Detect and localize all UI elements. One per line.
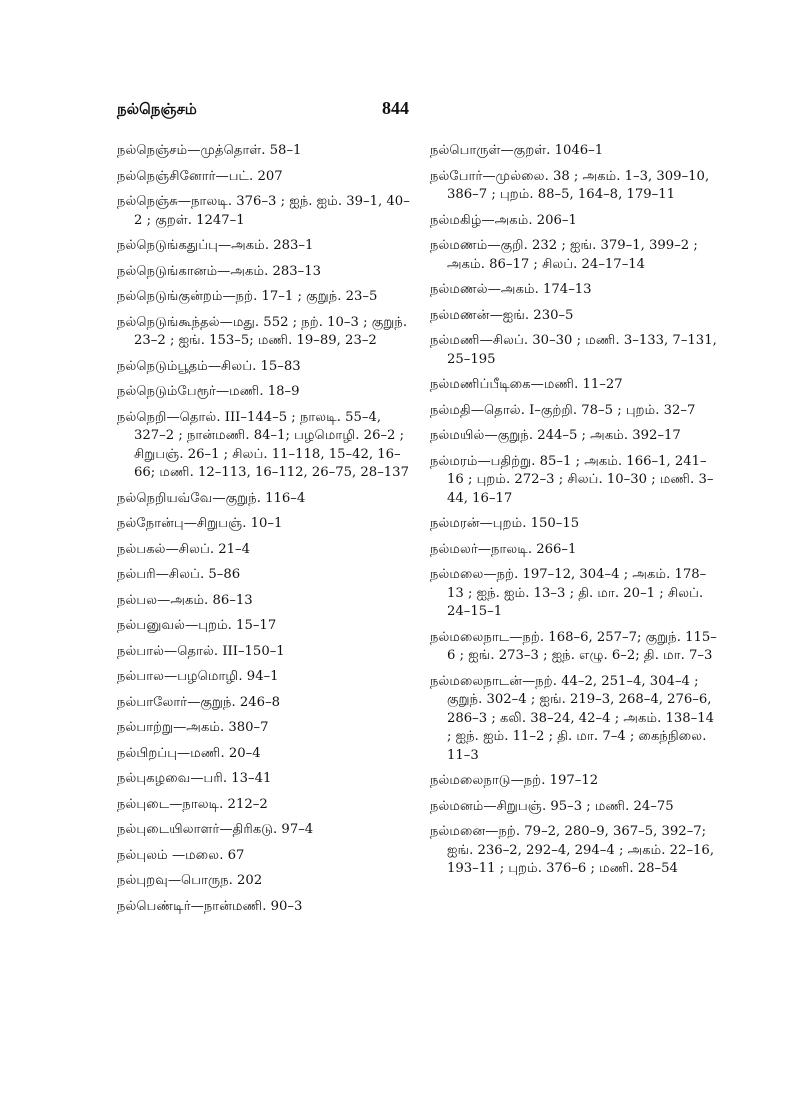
index-entry: நல்மயில்—குறுந். 244–5 ; அகம். 392–17 (430, 428, 681, 443)
running-title: நல்நெஞ்சம் (117, 100, 197, 118)
index-entry: நல்நெஞ்சம்—முத்தொள். 58–1 (117, 143, 302, 158)
index-entry: நல்போர்—முல்லை. 38 ; அகம். 1–3, 309–10, 386–7 ; புறம். 88–5, 164–8, 179–11 (430, 168, 710, 202)
index-entry: நல்புடை—நாலடி. 212–2 (117, 796, 268, 812)
index-entry: நல்மனை—நற். 79–2, 280–9, 367–5, 392–7; ஐங். 236–2, 292–4, 294–4 ; அகம். 22–16, 193–11 ; புறம். 376–6 ; மணி. 28–54 (430, 824, 715, 876)
index-entry: நல்நெடும்பேரூர்—மணி. 18–9 (117, 384, 300, 399)
index-entry: நல்நெடுங்கதுப்பு—அகம். 283–1 (117, 238, 314, 253)
index-entry: நல்புடையிலாளர்—திரிகடு. 97–4 (117, 822, 314, 837)
index-entry: நல்மகிழ்—அகம். 206–1 (430, 212, 577, 228)
index-entry: நல்மரன்—புறம். 150–15 (430, 516, 580, 531)
index-entry: நல்நெடும்பூதம்—சிலப். 15–83 (117, 358, 301, 374)
index-entry: நல்பனுவல்—புறம். 15–17 (117, 618, 277, 633)
left-column (117, 142, 412, 923)
index-entry: நல்பாலோர்—குறுந். 246–8 (117, 694, 281, 710)
index-entry: நல்மனம்—சிறுபஞ். 95–3 ; மணி. 24–75 (430, 798, 674, 814)
index-entry: நல்புகழவை—பரி. 13–41 (117, 771, 272, 786)
index-entry: நல்நெறி—தொல். III–144–5 ; நாலடி. 55–4, 327–2 ; நான்மணி. 84–1; பழமொழி. 26–2 ; சிறுபஞ். 26–1 ; சிலப். 11–118, 15–42, 16–66; மணி. 12–113, 16–112, 26–75, 28–137 (117, 409, 409, 480)
index-entry: நல்மலை—நற். 197–12, 304–4 ; அகம். 178–13 ; ஐந். ஐம். 13–3 ; தி. மா. 20–1 ; சிலப். 24–15–1 (430, 567, 707, 619)
index-entry: நல்பெண்டிர்—நான்மணி. 90–3 (117, 898, 303, 914)
index-entry: நல்புறவு—பொருந. 202 (117, 873, 263, 888)
index-entry: நல்பல—அகம். 86–13 (117, 592, 253, 608)
right-column (430, 142, 720, 886)
index-entry: நல்மணல்—அகம். 174–13 (430, 282, 592, 297)
index-entry: நல்மலைநாடன்—நற். 44–2, 251–4, 304–4 ; குறுந். 302–4 ; ஐங். 219–3, 268–4, 276–6, 286–3 ; கலி. 38–24, 42–4 ; அகம். 138–14 ; ஐந். ஐம். 11–2 ; தி. மா. 7–4 ; கைந்நிலை. 11–3 (430, 673, 714, 763)
page-number: 844 (382, 98, 409, 118)
index-entry: நல்புலம் —மலை. 67 (117, 847, 245, 863)
index-entry: நல்பரி—சிலப். 5–86 (117, 567, 241, 582)
index-entry: நல்மணன்—ஐங். 230–5 (430, 307, 574, 323)
index-entry: நல்மணிப்பீடிகை—மணி. 11–27 (430, 377, 623, 392)
index-entry: நல்பகல்—சிலப். 21–4 (117, 541, 251, 557)
index-entry: நல்நெடுங்கானம்—அகம். 283–13 (117, 263, 322, 279)
index-entry: நல்நோன்பு—சிறுபஞ். 10–1 (117, 516, 283, 531)
index-entry: நல்நெஞ்சு—நாலடி. 376–3 ; ஐந். ஐம். 39–1, 40–2 ; குறள். 1247–1 (117, 194, 410, 228)
index-entry: நல்மணி—சிலப். 30–30 ; மணி. 3–133, 7–131, 25–195 (430, 333, 717, 367)
index-entry: நல்மணம்—குறி. 232 ; ஐங். 379–1, 399–2 ; அகம். 86–17 ; சிலப். 24–17–14 (430, 238, 698, 272)
index-entry: நல்பொருள்—குறள். 1046–1 (430, 143, 604, 158)
index-entry: நல்பாற்று—அகம். 380–7 (117, 720, 269, 735)
index-entry: நல்மலர்—நாலடி. 266–1 (430, 541, 577, 557)
index-entry: நல்மதி—தொல். I–குற்றி. 78–5 ; புறம். 32–7 (430, 402, 696, 418)
index-entry: நல்நெடுங்குன்றம்—நற். 17–1 ; குறுந். 23–5 (117, 289, 378, 304)
index-entry: நல்பிறப்பு—மணி. 20–4 (117, 745, 261, 761)
index-entry: நல்மலைநாட—நற். 168–6, 257–7; குறுந். 115–6 ; ஐங். 273–3 ; ஐந். எழு. 6–2; தி. மா. 7–3 (430, 629, 717, 663)
index-entry: நல்பால—பழமொழி. 94–1 (117, 669, 279, 684)
index-entry: நல்பால்—தொல். III–150–1 (117, 643, 285, 659)
index-entry: நல்நெஞ்சினோர்—பட். 207 (117, 168, 283, 184)
index-entry: நல்நெடுங்கூந்தல்—மது. 552 ; நற். 10–3 ; குறுந். 23–2 ; ஐங். 153–5; மணி. 19–89, 23–2 (117, 314, 408, 348)
index-entry: நல்மரம்—பதிற்று. 85–1 ; அகம். 166–1, 241–16 ; புறம். 272–3 ; சிலப். 10–30 ; மணி. 3–44, 16–17 (430, 453, 714, 506)
index-entry: நல்மலைநாடு—நற். 197–12 (430, 773, 599, 788)
index-entry: நல்நெறியவ்வே—குறுந். 116–4 (117, 490, 306, 506)
